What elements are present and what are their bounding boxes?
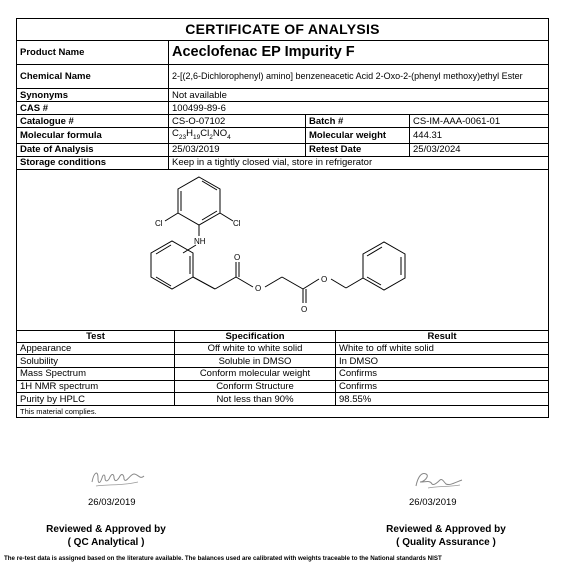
batch-label: Batch # bbox=[306, 115, 410, 128]
formula-cl: Cl bbox=[200, 128, 210, 139]
mw-value: 444.31 bbox=[410, 128, 549, 144]
title-row bbox=[17, 19, 549, 41]
catalogue-label: Catalogue # bbox=[17, 115, 169, 128]
chemical-structure-image bbox=[143, 170, 433, 330]
formula-cl-count: 2 bbox=[209, 133, 213, 141]
test-result: In DMSO bbox=[336, 355, 549, 368]
info-table bbox=[16, 18, 549, 331]
chemical-name-label: Chemical Name bbox=[17, 65, 169, 89]
table-row bbox=[17, 393, 549, 406]
test-result: Confirms bbox=[336, 368, 549, 381]
certificate-title: CERTIFICATE OF ANALYSIS bbox=[17, 19, 549, 41]
storage-value: Keep in a tightly closed vial, store in refrigerator bbox=[169, 156, 549, 169]
header-specification: Specification bbox=[175, 330, 336, 342]
qa-department: ( Quality Assurance ) bbox=[396, 537, 496, 548]
certificate bbox=[16, 18, 548, 418]
test-spec: Off white to white solid bbox=[175, 342, 336, 355]
test-name: 1H NMR spectrum bbox=[17, 380, 175, 393]
product-name-label: Product Name bbox=[17, 41, 169, 65]
qa-date: 26/03/2019 bbox=[409, 497, 457, 508]
batch-value: CS-IM-AAA-0061-01 bbox=[410, 115, 549, 128]
qa-approval-title: Reviewed & Approved by bbox=[386, 524, 506, 535]
test-result: Confirms bbox=[336, 380, 549, 393]
test-result: White to off white solid bbox=[336, 342, 549, 355]
test-spec: Soluble in DMSO bbox=[175, 355, 336, 368]
cl-left-label: Cl bbox=[155, 218, 163, 228]
date-row bbox=[17, 143, 549, 156]
test-name: Purity by HPLC bbox=[17, 393, 175, 406]
qa-signature-image bbox=[408, 468, 466, 492]
results-table bbox=[16, 330, 549, 418]
chemical-row bbox=[17, 65, 549, 89]
chemical-name: 2-[(2,6-Dichlorophenyl) amino] benzeneacetic Acid 2-Oxo-2-(phenyl methoxy)ethyl Ester bbox=[169, 65, 549, 89]
catalogue-value: CS-O-07102 bbox=[169, 115, 306, 128]
structure-cell bbox=[17, 169, 549, 330]
test-result: 98.55% bbox=[336, 393, 549, 406]
formula-no: NO bbox=[212, 128, 228, 139]
qc-approval bbox=[20, 523, 192, 549]
qc-department: ( QC Analytical ) bbox=[67, 537, 145, 548]
formula-o-count: 4 bbox=[227, 133, 231, 141]
retest-date-label: Retest Date bbox=[306, 143, 410, 156]
compliance-row bbox=[17, 405, 549, 417]
ester-o-left-label: O bbox=[255, 283, 262, 293]
formula-h-count: 19 bbox=[192, 133, 201, 141]
synonyms-row bbox=[17, 89, 549, 102]
formula-label: Molecular formula bbox=[17, 128, 169, 144]
carbonyl-o-top-label: O bbox=[234, 252, 241, 262]
footer-note: The re-test data is assigned based on the literature available. The balances used are calibrated with weights traceable to the National standards NIST bbox=[4, 555, 442, 562]
header-test: Test bbox=[17, 330, 175, 342]
nh-label: NH bbox=[194, 236, 206, 246]
cas-row bbox=[17, 102, 549, 115]
ester-o-right-label: O bbox=[321, 274, 328, 284]
retest-date-value: 25/03/2024 bbox=[410, 143, 549, 156]
cas-label: CAS # bbox=[17, 102, 169, 115]
carbonyl-o-bottom-label: O bbox=[301, 304, 308, 314]
product-row bbox=[17, 41, 549, 65]
qc-approval-title: Reviewed & Approved by bbox=[46, 524, 166, 535]
formula-value bbox=[169, 128, 306, 144]
table-row bbox=[17, 380, 549, 393]
analysis-date-label: Date of Analysis bbox=[17, 143, 169, 156]
cl-right-label: Cl bbox=[233, 218, 241, 228]
table-row bbox=[17, 368, 549, 381]
table-row bbox=[17, 342, 549, 355]
formula-row bbox=[17, 128, 549, 144]
signature-area bbox=[16, 462, 548, 552]
compliance-note: This material complies. bbox=[17, 405, 549, 417]
formula-c: C bbox=[172, 128, 179, 139]
mw-label: Molecular weight bbox=[306, 128, 410, 144]
storage-label: Storage conditions bbox=[17, 156, 169, 169]
test-name: Mass Spectrum bbox=[17, 368, 175, 381]
qa-approval bbox=[360, 523, 532, 549]
test-name: Solubility bbox=[17, 355, 175, 368]
header-result: Result bbox=[336, 330, 549, 342]
synonyms-value: Not available bbox=[169, 89, 549, 102]
cas-value: 100499-89-6 bbox=[169, 102, 549, 115]
results-header-row bbox=[17, 330, 549, 342]
test-spec: Conform molecular weight bbox=[175, 368, 336, 381]
test-spec: Conform Structure bbox=[175, 380, 336, 393]
product-name: Aceclofenac EP Impurity F bbox=[169, 41, 549, 65]
test-spec: Not less than 90% bbox=[175, 393, 336, 406]
structure-row bbox=[17, 169, 549, 330]
formula-c-count: 23 bbox=[178, 133, 187, 141]
formula-h: H bbox=[186, 128, 193, 139]
table-row bbox=[17, 355, 549, 368]
test-name: Appearance bbox=[17, 342, 175, 355]
qc-date: 26/03/2019 bbox=[88, 497, 136, 508]
qc-signature-image bbox=[88, 466, 148, 492]
synonyms-label: Synonyms bbox=[17, 89, 169, 102]
catalogue-row bbox=[17, 115, 549, 128]
analysis-date-value: 25/03/2019 bbox=[169, 143, 306, 156]
storage-row bbox=[17, 156, 549, 169]
